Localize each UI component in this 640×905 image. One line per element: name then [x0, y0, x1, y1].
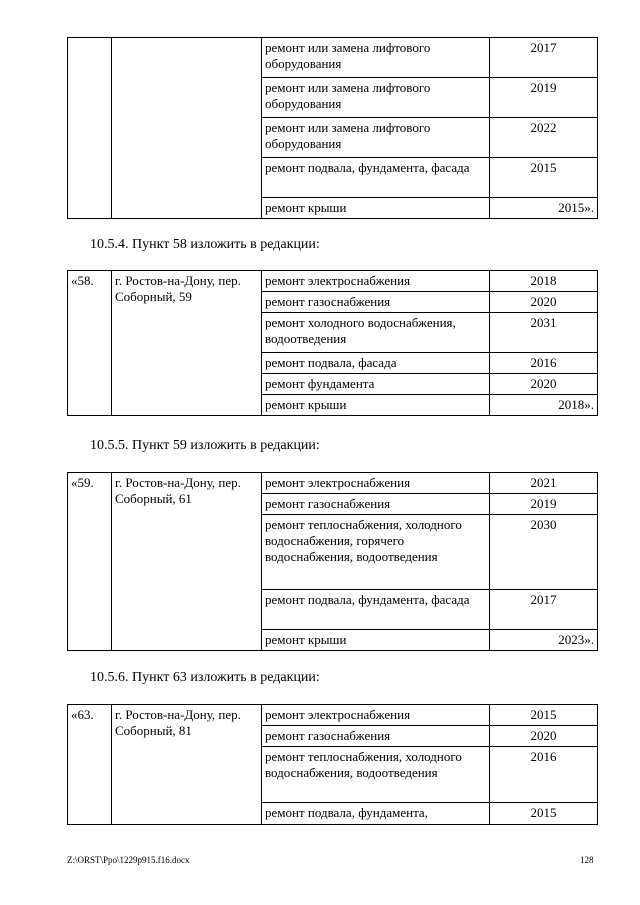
- year-cell: 2020: [490, 374, 598, 395]
- work-cell: ремонт подвала, фундамента, фасада: [262, 590, 490, 630]
- year-cell: 2016: [490, 747, 598, 803]
- work-cell: ремонт электроснабжения: [262, 473, 490, 494]
- address-cell: г. Ростов-на-Дону, пер. Соборный, 61: [112, 473, 262, 651]
- work-cell: ремонт фундамента: [262, 374, 490, 395]
- work-cell: ремонт подвала, фасада: [262, 353, 490, 374]
- work-cell: ремонт крыши: [262, 198, 490, 219]
- work-cell: ремонт подвала, фундамента,: [262, 803, 490, 825]
- works-table-continued: [67, 37, 598, 219]
- work-cell: ремонт или замена лифтового оборудования: [262, 118, 490, 158]
- year-cell: 2018».: [490, 395, 598, 416]
- year-cell: 2018: [490, 271, 598, 292]
- year-cell: 2017: [490, 38, 598, 78]
- year-cell: 2022: [490, 118, 598, 158]
- year-cell: 2019: [490, 494, 598, 515]
- work-cell: ремонт газоснабжения: [262, 726, 490, 747]
- page-number: 128: [580, 855, 594, 865]
- item-number-cell: «59.: [68, 473, 112, 651]
- footer-file-path: Z:\ORST\Ppo\1229p915.f16.docx: [67, 855, 190, 865]
- year-cell: 2020: [490, 726, 598, 747]
- work-cell: ремонт электроснабжения: [262, 705, 490, 726]
- item-number-cell: «63.: [68, 705, 112, 825]
- work-cell: ремонт или замена лифтового оборудования: [262, 78, 490, 118]
- work-cell: ремонт крыши: [262, 395, 490, 416]
- work-cell: ремонт холодного водоснабжения, водоотведения: [262, 313, 490, 353]
- year-cell: 2015».: [490, 198, 598, 219]
- item-number-cell: [68, 38, 112, 219]
- year-cell: 2023».: [490, 630, 598, 651]
- item-number-cell: «58.: [68, 271, 112, 416]
- year-cell: 2031: [490, 313, 598, 353]
- paragraph-item-59: 10.5.5. Пункт 59 изложить в редакции:: [90, 438, 320, 453]
- address-cell: [112, 38, 262, 219]
- address-cell: г. Ростов-на-Дону, пер. Соборный, 59: [112, 271, 262, 416]
- work-cell: ремонт газоснабжения: [262, 292, 490, 313]
- works-table-63: [67, 704, 598, 825]
- table-row: [68, 473, 598, 494]
- year-cell: 2015: [490, 705, 598, 726]
- paragraph-item-58: 10.5.4. Пункт 58 изложить в редакции:: [90, 237, 320, 252]
- table-row: [68, 705, 598, 726]
- year-cell: 2019: [490, 78, 598, 118]
- table-row: [68, 38, 598, 78]
- year-cell: 2020: [490, 292, 598, 313]
- work-cell: ремонт теплоснабжения, холодного водоснабжения, водоотведения: [262, 747, 490, 803]
- works-table-59: [67, 472, 598, 651]
- works-table-58: [67, 270, 598, 416]
- table-row: [68, 271, 598, 292]
- year-cell: 2017: [490, 590, 598, 630]
- work-cell: ремонт электроснабжения: [262, 271, 490, 292]
- address-cell: г. Ростов-на-Дону, пер. Соборный, 81: [112, 705, 262, 825]
- work-cell: ремонт теплоснабжения, холодного водоснабжения, горячего водоснабжения, водоотведения: [262, 515, 490, 590]
- year-cell: 2021: [490, 473, 598, 494]
- work-cell: ремонт или замена лифтового оборудования: [262, 38, 490, 78]
- year-cell: 2030: [490, 515, 598, 590]
- work-cell: ремонт газоснабжения: [262, 494, 490, 515]
- year-cell: 2015: [490, 803, 598, 825]
- paragraph-item-63: 10.5.6. Пункт 63 изложить в редакции:: [90, 670, 320, 685]
- year-cell: 2016: [490, 353, 598, 374]
- work-cell: ремонт подвала, фундамента, фасада: [262, 158, 490, 198]
- year-cell: 2015: [490, 158, 598, 198]
- work-cell: ремонт крыши: [262, 630, 490, 651]
